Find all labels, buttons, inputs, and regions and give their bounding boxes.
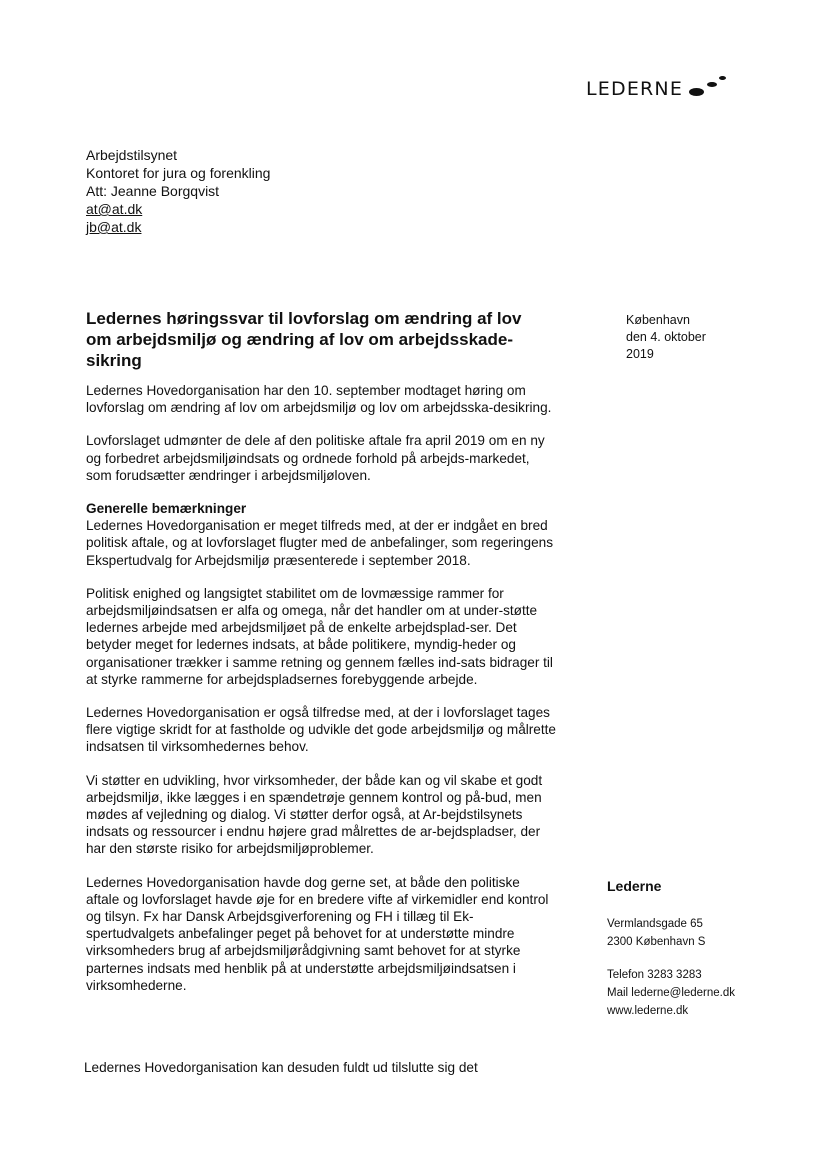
sender-info bbox=[607, 878, 807, 1035]
paragraph-5: Ledernes Hovedorganisation er også tilfredse med, at der i lovforslaget tages flere vigtige skridt for at fastholde og udvikle det gode arbejdsmiljø og målrette indsatsen til virksomhedernes behov. bbox=[86, 705, 556, 755]
year: 2019 bbox=[626, 347, 654, 361]
paragraph-2: Lovforslaget udmønter de dele af den politiske aftale fra april 2019 om en ny og forbedret arbejdsmiljøindsats og ordnede forhold på arbejds-markedet, som forudsætter ændringer i arbejdsmiljøloven. bbox=[86, 433, 545, 483]
date: den 4. oktober bbox=[626, 330, 706, 344]
recipient-email-link-2[interactable]: jb@at.dk bbox=[86, 219, 142, 235]
recipient-org: Arbejdstilsynet bbox=[86, 147, 178, 163]
paragraph-4: Politisk enighed og langsigtet stabilitet om de lovmæssige rammer for arbejdsmiljøindsatsen er alfa og omega, når det handler om at under-støtte ledernes arbejde med arbejdsmiljøet på de enkelte arbejdsplad-ser. Det betyder meget for ledernes indsats, at både politikere, myndig-heder og organisationer trækker i samme retning og gennem fælles ind-sats bidrager til at styrke rammerne for arbejdspladsernes forebyggende arbejde. bbox=[86, 585, 553, 687]
paragraph-1: Ledernes Hovedorganisation har den 10. september modtaget høring om lovforslag om ændring af lov om arbejdsmiljø og lov om arbejdsska-desikring. bbox=[86, 383, 552, 416]
paragraph-3 bbox=[86, 500, 556, 569]
sender-web: www.lederne.dk bbox=[607, 1005, 689, 1017]
paragraph-3-text: Ledernes Hovedorganisation er meget tilfreds med, at der er indgået en bred politisk aftale, og at lovforslaget flugter med de anbefalinger, som regeringens Ekspertudvalg for Arbejdsmiljø præsenterede i september 2018. bbox=[86, 518, 553, 568]
recipient-address bbox=[86, 146, 270, 236]
paragraph-6: Vi støtter en udvikling, hvor virksomheder, der både kan og vil skabe et godt arbejdsmiljø, ikke lægges i en spændetrøje gennem kontrol og på-bud, men mødes af vejledning og dialog. Vi støtter derfor også, at Ar-bejdstilsynets indsats og ressourcer i endnu højere grad målrettes de ar-bejdspladser, der har den største risiko for arbejdsmiljøproblemer. bbox=[86, 772, 543, 857]
document-title: Ledernes høringssvar til lovforslag om ændring af lov om arbejdsmiljø og ændring af lov om arbejdsskade-sikring bbox=[86, 309, 522, 370]
sender-contact bbox=[607, 966, 807, 1020]
recipient-office: Kontoret for jura og forenkling bbox=[86, 165, 271, 181]
recipient-email-link[interactable]: at@at.dk bbox=[86, 201, 143, 217]
sender-phone: Telefon 3283 3283 bbox=[607, 969, 702, 981]
sender-street: Vermlandsgade 65 bbox=[607, 918, 703, 930]
recipient-att: Att: Jeanne Borgqvist bbox=[86, 183, 220, 199]
letter-body bbox=[86, 382, 556, 1010]
sender-mail: Mail lederne@lederne.dk bbox=[607, 987, 736, 999]
logo-dots-icon bbox=[687, 76, 727, 100]
sender-name: Lederne bbox=[607, 878, 662, 894]
place-date bbox=[626, 312, 706, 363]
lederne-logo bbox=[586, 70, 756, 100]
sender-address bbox=[607, 915, 807, 951]
place: København bbox=[626, 313, 690, 327]
section-heading: Generelle bemærkninger bbox=[86, 501, 247, 517]
sender-city: 2300 København S bbox=[607, 936, 706, 948]
paragraph-8: Ledernes Hovedorganisation kan desuden fuldt ud tilslutte sig det bbox=[84, 1060, 478, 1075]
logo-text: LEDERNE bbox=[586, 78, 684, 100]
paragraph-7: Ledernes Hovedorganisation havde dog gerne set, at både den politiske aftale og lovforslaget havde øje for en bredere vifte af virkemidler end kontrol og tilsyn. Fx har Dansk Arbejdsgiverforening og FH i tillæg til Ek-spertudvalgets anbefalinger peget på behovet for at understøtte mindre virksomheders brug af arbejdsmiljørådgivning samt behovet for at styrke parternes indsats med henblik på at understøtte arbejdsmiljøindsatsen i virksomhederne. bbox=[86, 874, 549, 993]
